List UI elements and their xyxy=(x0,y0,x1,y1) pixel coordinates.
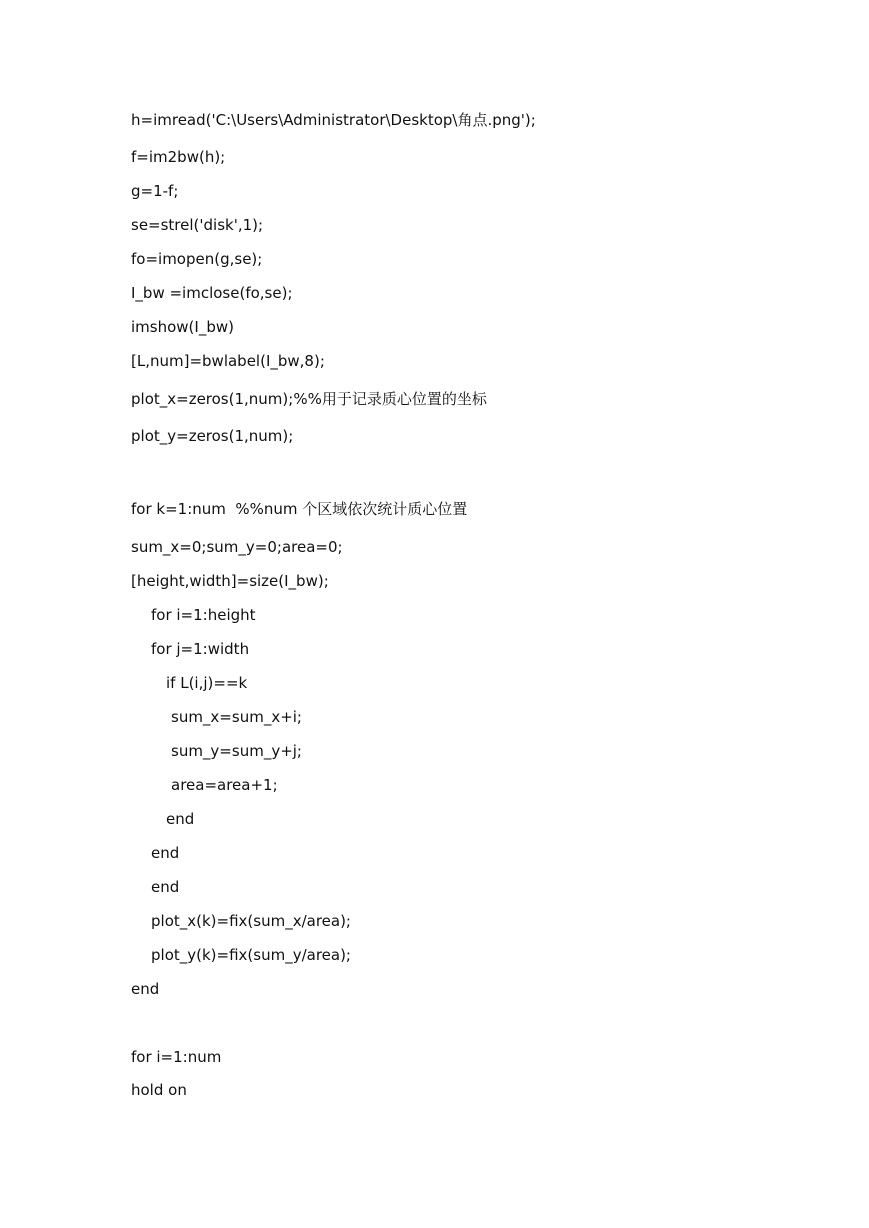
code-line-8: [L,num]=bwlabel(I_bw,8); xyxy=(131,352,325,370)
code-line-27: hold on xyxy=(131,1081,187,1099)
code-line-21: end xyxy=(151,844,180,862)
code-line-7: imshow(I_bw) xyxy=(131,318,234,336)
code-line-19: area=area+1; xyxy=(171,776,278,794)
code-line-13: [height,width]=size(I_bw); xyxy=(131,572,329,590)
code-line-12: sum_x=0;sum_y=0;area=0; xyxy=(131,538,343,556)
code-line-10: plot_y=zeros(1,num); xyxy=(131,427,294,445)
code-line-6: I_bw =imclose(fo,se); xyxy=(131,284,293,302)
code-line-18: sum_y=sum_y+j; xyxy=(171,742,302,760)
code-line-22: end xyxy=(151,878,180,896)
code-line-11: for k=1:num %%num 个区域依次统计质心位置 xyxy=(131,500,468,518)
code-line-20: end xyxy=(166,810,195,828)
code-line-9: plot_x=zeros(1,num);%%用于记录质心位置的坐标 xyxy=(131,390,487,408)
code-line-14: for i=1:height xyxy=(151,606,256,624)
code-line-26: for i=1:num xyxy=(131,1048,222,1066)
code-line-2: f=im2bw(h); xyxy=(131,148,226,166)
code-line-15: for j=1:width xyxy=(151,640,250,658)
code-line-5: fo=imopen(g,se); xyxy=(131,250,263,268)
code-line-17: sum_x=sum_x+i; xyxy=(171,708,302,726)
code-line-1: h=imread('C:\Users\Administrator\Desktop\角点.png'); xyxy=(131,111,536,129)
code-line-4: se=strel('disk',1); xyxy=(131,216,264,234)
code-line-23: plot_x(k)=fix(sum_x/area); xyxy=(151,912,351,930)
code-line-24: plot_y(k)=fix(sum_y/area); xyxy=(151,946,351,964)
code-line-16: if L(i,j)==k xyxy=(166,674,248,692)
code-line-25: end xyxy=(131,980,160,998)
code-line-3: g=1-f; xyxy=(131,182,179,200)
